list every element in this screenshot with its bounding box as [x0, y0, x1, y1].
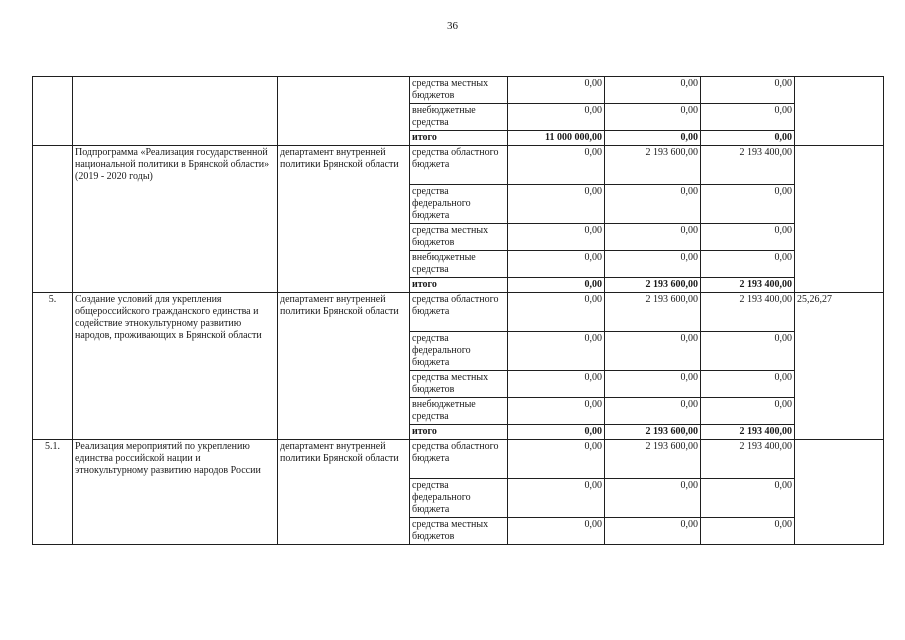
amount-cell: 0,00	[701, 398, 795, 425]
amount-cell: 0,00	[701, 185, 795, 224]
amount-cell: 2 193 600,00	[605, 440, 701, 479]
amount-cell: 2 193 400,00	[701, 146, 795, 185]
amount-cell: 0,00	[508, 398, 605, 425]
amount-cell: 0,00	[701, 251, 795, 278]
amount-cell: 0,00	[701, 332, 795, 371]
executor-name	[278, 77, 410, 146]
funding-row	[33, 293, 884, 332]
funding-row	[33, 146, 884, 185]
target-indicators	[795, 440, 884, 545]
executor-name: департамент внутренней политики Брянской области	[278, 293, 410, 440]
amount-cell: 0,00	[508, 251, 605, 278]
funding-source: итого	[410, 278, 508, 293]
funding-source: средства федерального бюджета	[410, 185, 508, 224]
amount-cell: 2 193 400,00	[701, 293, 795, 332]
budget-table	[32, 76, 884, 545]
amount-cell: 0,00	[508, 104, 605, 131]
amount-cell: 0,00	[508, 440, 605, 479]
executor-name: департамент внутренней политики Брянской области	[278, 440, 410, 545]
amount-cell: 0,00	[701, 77, 795, 104]
row-number: 5.	[33, 293, 73, 440]
amount-cell: 11 000 000,00	[508, 131, 605, 146]
funding-source: средства областного бюджета	[410, 440, 508, 479]
activity-name: Реализация мероприятий по укреплению единства российской нации и этнокультурному развитию народов России	[73, 440, 278, 545]
funding-source: средства областного бюджета	[410, 146, 508, 185]
executor-name: департамент внутренней политики Брянской области	[278, 146, 410, 293]
amount-cell: 2 193 600,00	[605, 293, 701, 332]
funding-source: итого	[410, 131, 508, 146]
amount-cell: 0,00	[605, 77, 701, 104]
amount-cell: 0,00	[508, 425, 605, 440]
amount-cell: 0,00	[508, 146, 605, 185]
target-indicators: 25,26,27	[795, 293, 884, 440]
row-number	[33, 146, 73, 293]
amount-cell: 2 193 400,00	[701, 425, 795, 440]
amount-cell: 0,00	[701, 224, 795, 251]
funding-source: средства местных бюджетов	[410, 77, 508, 104]
amount-cell: 0,00	[508, 371, 605, 398]
activity-name	[73, 77, 278, 146]
amount-cell: 0,00	[605, 332, 701, 371]
funding-source: средства федерального бюджета	[410, 479, 508, 518]
amount-cell: 0,00	[605, 224, 701, 251]
funding-source: средства местных бюджетов	[410, 224, 508, 251]
amount-cell: 0,00	[508, 293, 605, 332]
amount-cell: 0,00	[508, 332, 605, 371]
funding-row	[33, 440, 884, 479]
funding-source: средства областного бюджета	[410, 293, 508, 332]
funding-source: итого	[410, 425, 508, 440]
budget-table-body	[33, 77, 884, 545]
amount-cell: 0,00	[701, 371, 795, 398]
amount-cell: 0,00	[605, 518, 701, 545]
funding-source: внебюджетные средства	[410, 398, 508, 425]
row-number: 5.1.	[33, 440, 73, 545]
amount-cell: 0,00	[605, 479, 701, 518]
amount-cell: 0,00	[605, 131, 701, 146]
amount-cell: 0,00	[701, 104, 795, 131]
activity-name: Создание условий для укрепления общероссийского гражданского единства и содействие этнокультурному развитию народов, проживающих в Брянской области	[73, 293, 278, 440]
funding-source: средства местных бюджетов	[410, 518, 508, 545]
amount-cell: 0,00	[605, 371, 701, 398]
amount-cell: 0,00	[508, 224, 605, 251]
funding-source: средства местных бюджетов	[410, 371, 508, 398]
amount-cell: 2 193 400,00	[701, 440, 795, 479]
amount-cell: 0,00	[701, 479, 795, 518]
amount-cell: 0,00	[701, 131, 795, 146]
amount-cell: 2 193 600,00	[605, 278, 701, 293]
target-indicators	[795, 77, 884, 146]
amount-cell: 0,00	[508, 278, 605, 293]
amount-cell: 2 193 600,00	[605, 146, 701, 185]
amount-cell: 0,00	[508, 518, 605, 545]
amount-cell: 0,00	[605, 251, 701, 278]
amount-cell: 0,00	[605, 104, 701, 131]
amount-cell: 0,00	[508, 479, 605, 518]
funding-source: внебюджетные средства	[410, 251, 508, 278]
amount-cell: 0,00	[508, 185, 605, 224]
amount-cell: 2 193 400,00	[701, 278, 795, 293]
funding-source: внебюджетные средства	[410, 104, 508, 131]
target-indicators	[795, 146, 884, 293]
funding-row	[33, 77, 884, 104]
amount-cell: 0,00	[508, 77, 605, 104]
activity-name: Подпрограмма «Реализация государственной национальной политики в Брянской области» (2019 - 2020 годы)	[73, 146, 278, 293]
amount-cell: 0,00	[605, 398, 701, 425]
funding-source: средства федерального бюджета	[410, 332, 508, 371]
amount-cell: 2 193 600,00	[605, 425, 701, 440]
amount-cell: 0,00	[605, 185, 701, 224]
amount-cell: 0,00	[701, 518, 795, 545]
row-number	[33, 77, 73, 146]
page-number: 36	[447, 20, 458, 32]
